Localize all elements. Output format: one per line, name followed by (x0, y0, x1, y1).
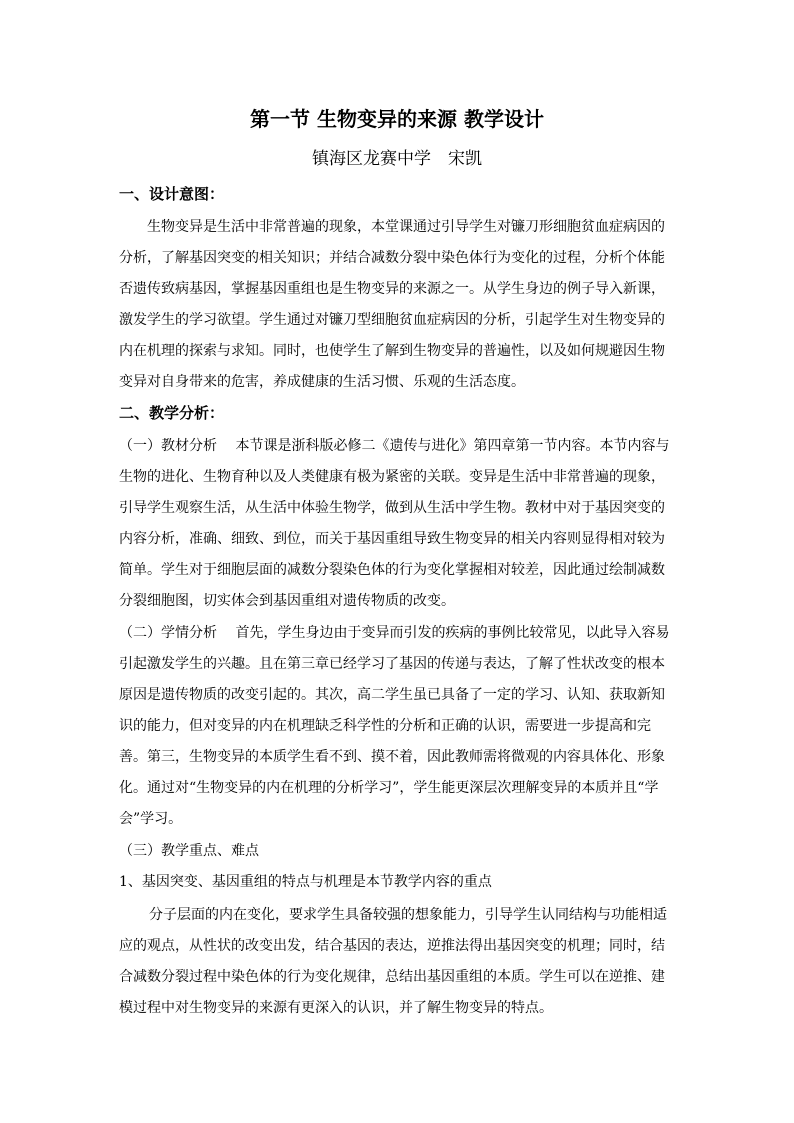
paragraph-line: 变异对自身带来的危害，养成健康的生活习惯、乐观的生活态度。 (119, 374, 525, 390)
section-heading-teaching-analysis: 二、教学分析： (119, 404, 225, 422)
paragraph-line: 应的观点，从性状的改变出发，结合基因的表达，逆推法得出基因突变的机理；同时，结 (119, 938, 665, 954)
point-heading: 1、基因突变、基因重组的特点与机理是本节教学内容的重点 (119, 874, 492, 890)
paragraph-line: （二）学情分析 首先，学生身边由于变异而引发的疾病的事例比较常见，以此导入容易 (119, 625, 670, 641)
paragraph-line: 识的能力，但对变异的内在机理缺乏科学性的分析和正确的认识，需要进一步提高和完 (119, 718, 651, 734)
paragraph-line: 内在机理的探索与求知。同时，也使学生了解到生物变异的普遍性，以及如何规避因生物 (119, 343, 665, 359)
page-title: 第一节 生物变异的来源 教学设计 (250, 107, 544, 131)
paragraph-line: 否遗传致病基因，掌握基因重组也是生物变异的来源之一。从学生身边的例子导入新课， (119, 281, 665, 297)
subsection-heading: （三）教学重点、难点 (119, 843, 259, 859)
paragraph-line: 分裂细胞图，切实体会到基因重组对遗传物质的改变。 (119, 593, 455, 609)
paragraph-line: 善。第三，生物变异的本质学生看不到、摸不着，因此教师需将微观的内容具体化、形象 (119, 749, 665, 765)
paragraph-line: （一）教材分析 本节课是浙科版必修二《遗传与进化》第四章第一节内容。本节内容与 (119, 438, 670, 454)
paragraph-line: 生物的进化、生物育种以及人类健康有极为紧密的关联。变异是生活中非常普遍的现象， (119, 469, 665, 485)
paragraph-line: 合减数分裂过程中染色体的行为变化规律，总结出基因重组的本质。学生可以在逆推、建 (119, 969, 665, 985)
author-line: 镇海区龙赛中学 宋凯 (312, 149, 482, 169)
paragraph-line: 激发学生的学习欲望。学生通过对镰刀型细胞贫血症病因的分析，引起学生对生物变异的 (119, 312, 665, 328)
paragraph-line: 模过程中对生物变异的来源有更深入的认识，并了解生物变异的特点。 (119, 1000, 553, 1016)
paragraph-line: 原因是遗传物质的改变引起的。其次，高二学生虽已具备了一定的学习、认知、获取新知 (119, 687, 665, 703)
paragraph-line: 分析，了解基因突变的相关知识；并结合减数分裂中染色体行为变化的过程，分析个体能 (119, 250, 665, 266)
paragraph-line: 引导学生观察生活，从生活中体验生物学，做到从生活中学生物。教材中对于基因突变的 (119, 500, 665, 516)
paragraph-line: 内容分析，准确、细致、到位，而关于基因重组导致生物变异的相关内容则显得相对较为 (119, 531, 665, 547)
paragraph-line: 分子层面的内在变化，要求学生具备较强的想象能力，引导学生认同结构与功能相适 (149, 907, 667, 923)
paragraph-line: 生物变异是生活中非常普遍的现象，本堂课通过引导学生对镰刀形细胞贫血症病因的 (147, 219, 665, 235)
section-heading-design-intent: 一、设计意图： (119, 185, 225, 203)
paragraph-line: 引起激发学生的兴趣。且在第三章已经学习了基因的传递与表达，了解了性状改变的根本 (119, 656, 665, 672)
paragraph-line: 化。通过对“生物变异的内在机理的分析学习”，学生能更深层次理解变异的本质并且“学 (119, 780, 659, 796)
paragraph-line: 简单。学生对于细胞层面的减数分裂染色体的行为变化掌握相对较差，因此通过绘制减数 (119, 562, 665, 578)
paragraph-line: 会”学习。 (119, 811, 183, 827)
